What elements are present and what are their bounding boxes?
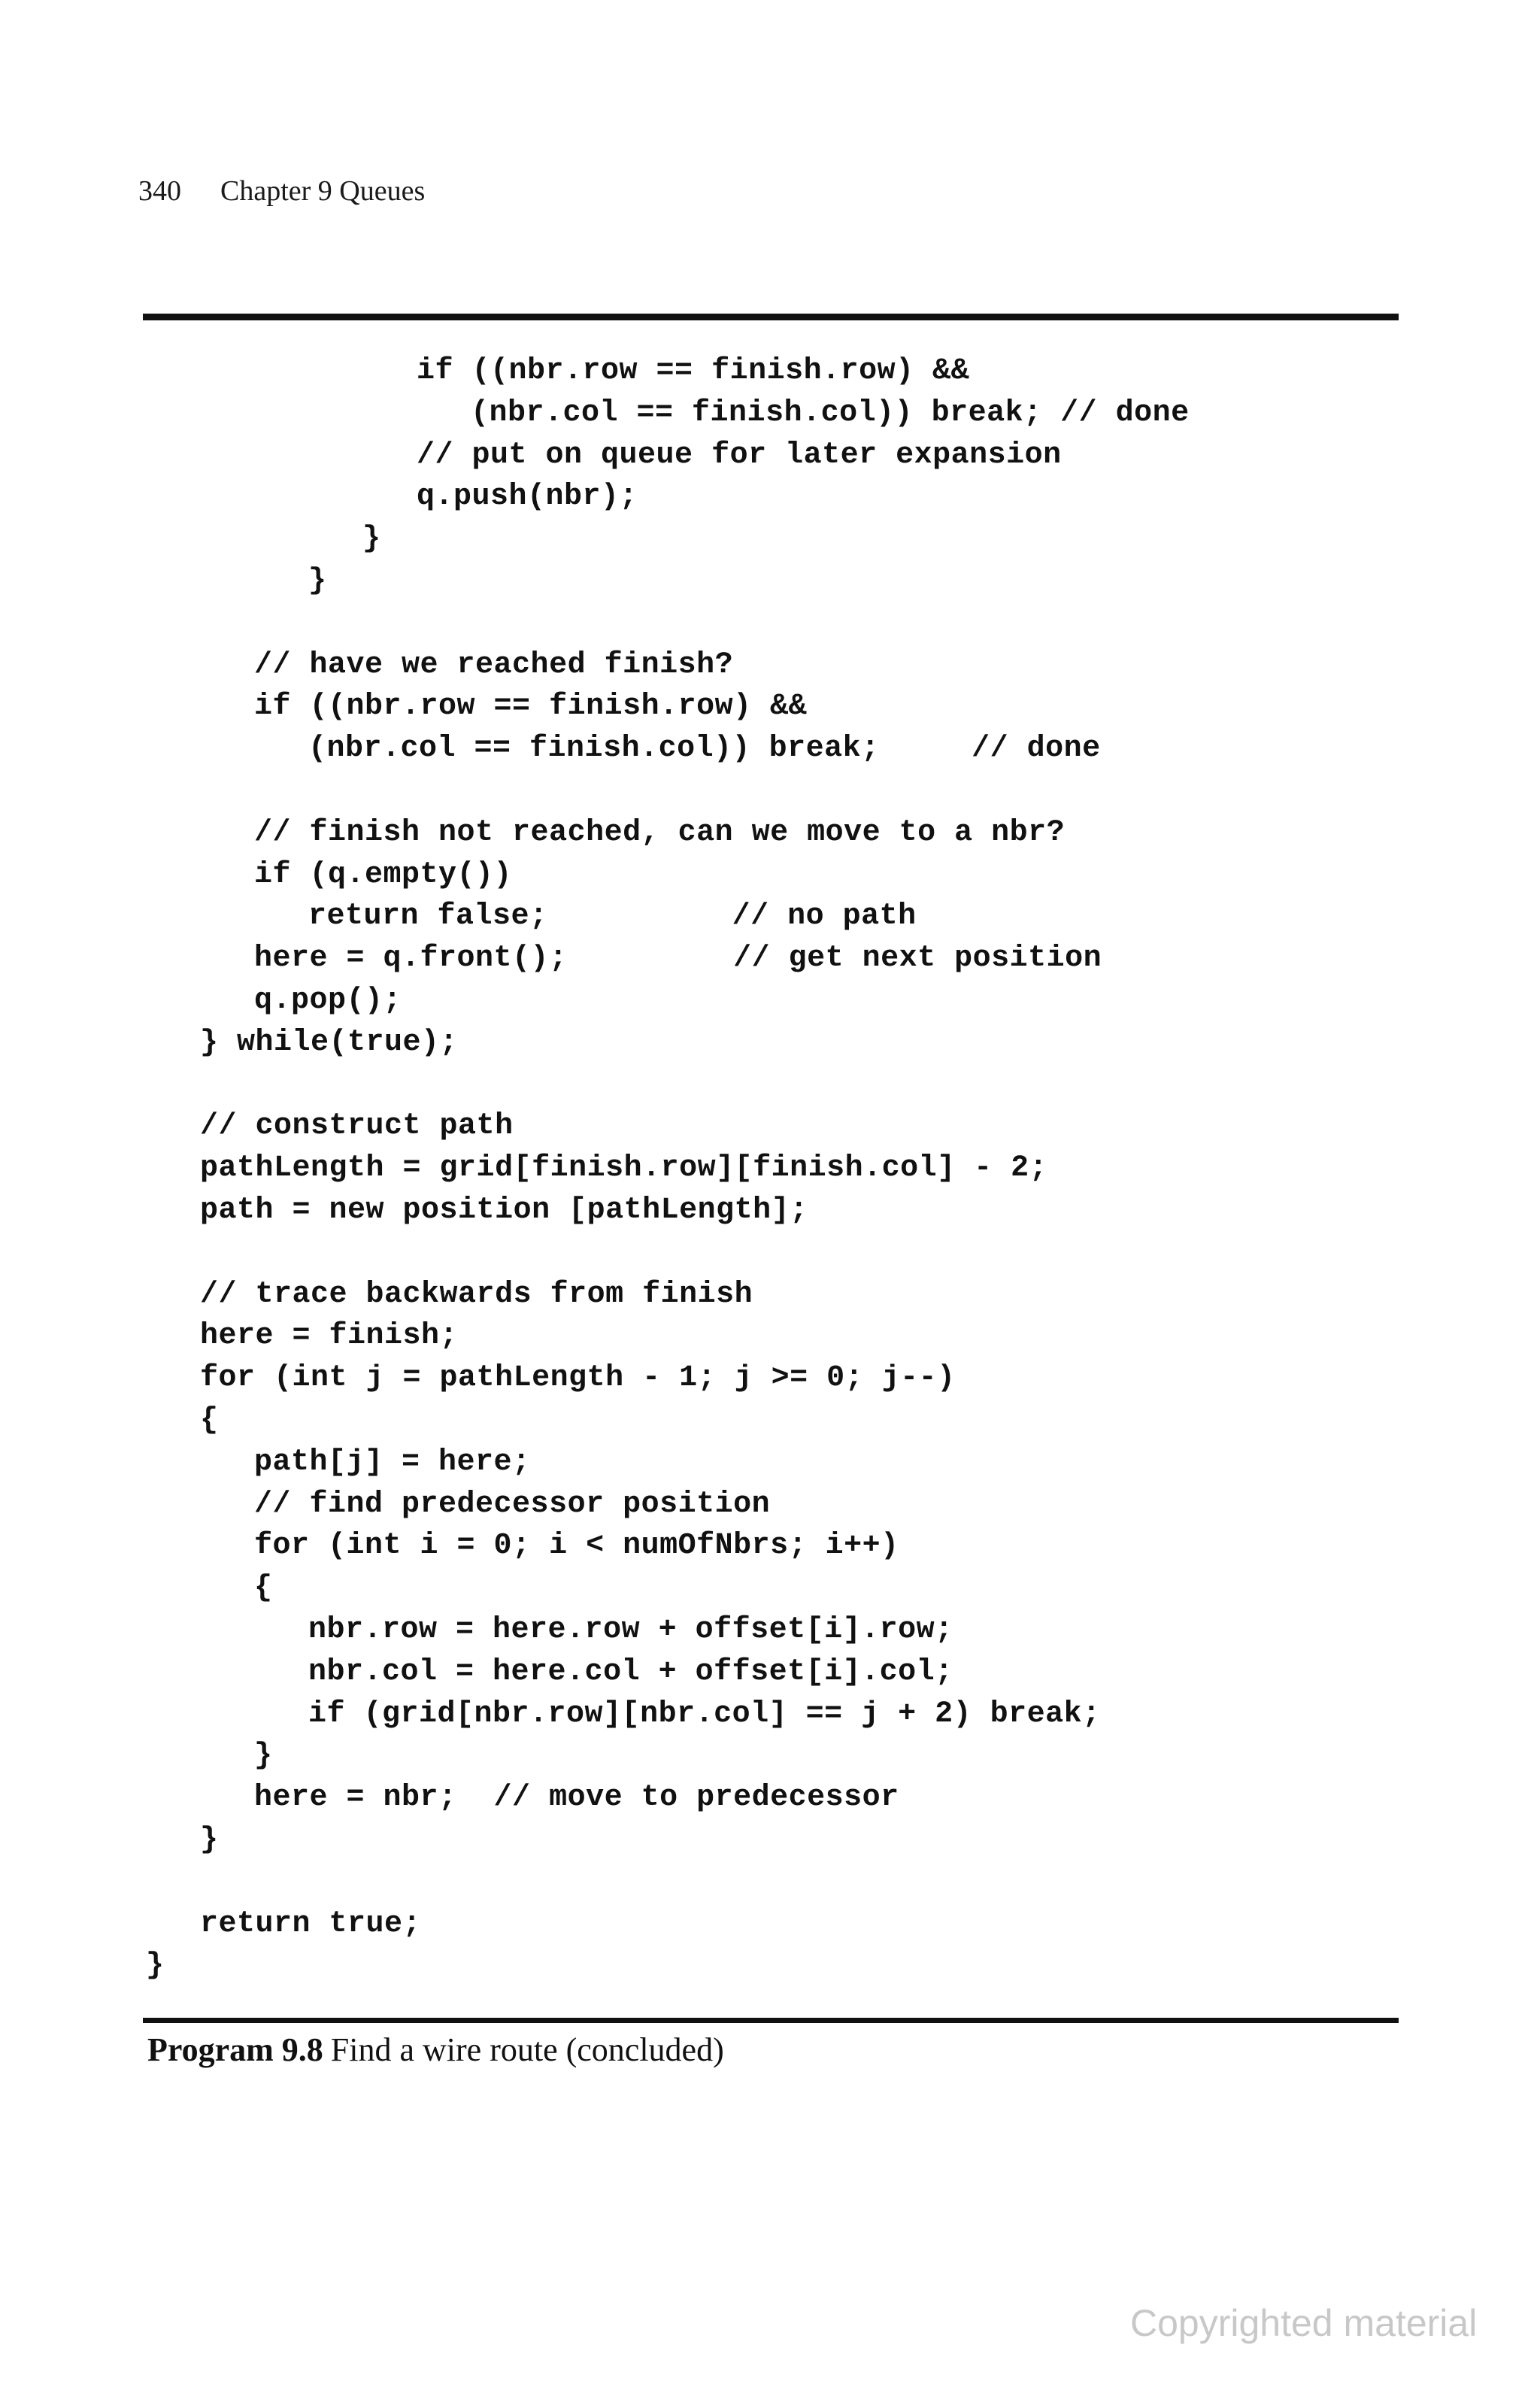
code-line: here = nbr; // move to predecessor	[254, 1781, 899, 1815]
program-caption	[147, 2031, 724, 2069]
code-line: nbr.col = here.col + offset[i].col;	[308, 1655, 953, 1689]
code-line: }	[362, 522, 381, 556]
code-line: for (int j = pathLength - 1; j >= 0; j--)	[200, 1361, 956, 1395]
code-line: pathLength = grid[finish.row][finish.col] - 2;	[200, 1151, 1048, 1185]
bottom-rule	[143, 2018, 1399, 2023]
code-line: if (q.empty())	[254, 858, 513, 892]
code-line: }	[200, 1823, 219, 1857]
running-title: Chapter 9 Queues	[220, 175, 426, 207]
code-line: here = q.front(); // get next position	[254, 942, 1102, 975]
code-line: (nbr.col == finish.col)) break; // done	[308, 732, 1101, 766]
code-line: // have we reached finish?	[254, 648, 734, 682]
code-line: if ((nbr.row == finish.row) &&	[254, 690, 808, 723]
code-line: // put on queue for later expansion	[417, 438, 1062, 472]
code-line: }	[254, 1739, 273, 1773]
code-line: return true;	[200, 1907, 422, 1941]
code-line: if (grid[nbr.row][nbr.col] == j + 2) break;	[308, 1697, 1101, 1731]
code-line: (nbr.col == finish.col)) break; // done	[471, 396, 1190, 430]
caption-text: Find a wire route (concluded)	[330, 2031, 724, 2068]
code-line: // find predecessor position	[254, 1488, 771, 1521]
caption-label: Program 9.8	[147, 2031, 323, 2068]
code-line: if ((nbr.row == finish.row) &&	[417, 354, 970, 388]
code-line: // finish not reached, can we move to a nbr?	[254, 816, 1066, 850]
code-line: q.pop();	[254, 984, 402, 1018]
code-line: return false; // no path	[308, 899, 917, 933]
code-line: }	[308, 564, 327, 598]
code-line: {	[254, 1571, 273, 1605]
code-line: }	[146, 1949, 165, 1982]
code-line: {	[200, 1403, 219, 1437]
code-line: // construct path	[200, 1109, 514, 1143]
code-line: path[j] = here;	[254, 1445, 531, 1479]
code-line: // trace backwards from finish	[200, 1278, 753, 1312]
code-line: nbr.row = here.row + offset[i].row;	[308, 1613, 953, 1647]
page-number: 340	[138, 175, 181, 207]
code-line: path = new position [pathLength];	[200, 1194, 808, 1227]
code-line: } while(true);	[200, 1026, 459, 1060]
copyright-watermark: Copyrighted material	[1130, 2302, 1478, 2344]
code-line: q.push(nbr);	[417, 480, 638, 514]
code-line: here = finish;	[200, 1319, 459, 1353]
code-line: for (int i = 0; i < numOfNbrs; i++)	[254, 1529, 899, 1563]
